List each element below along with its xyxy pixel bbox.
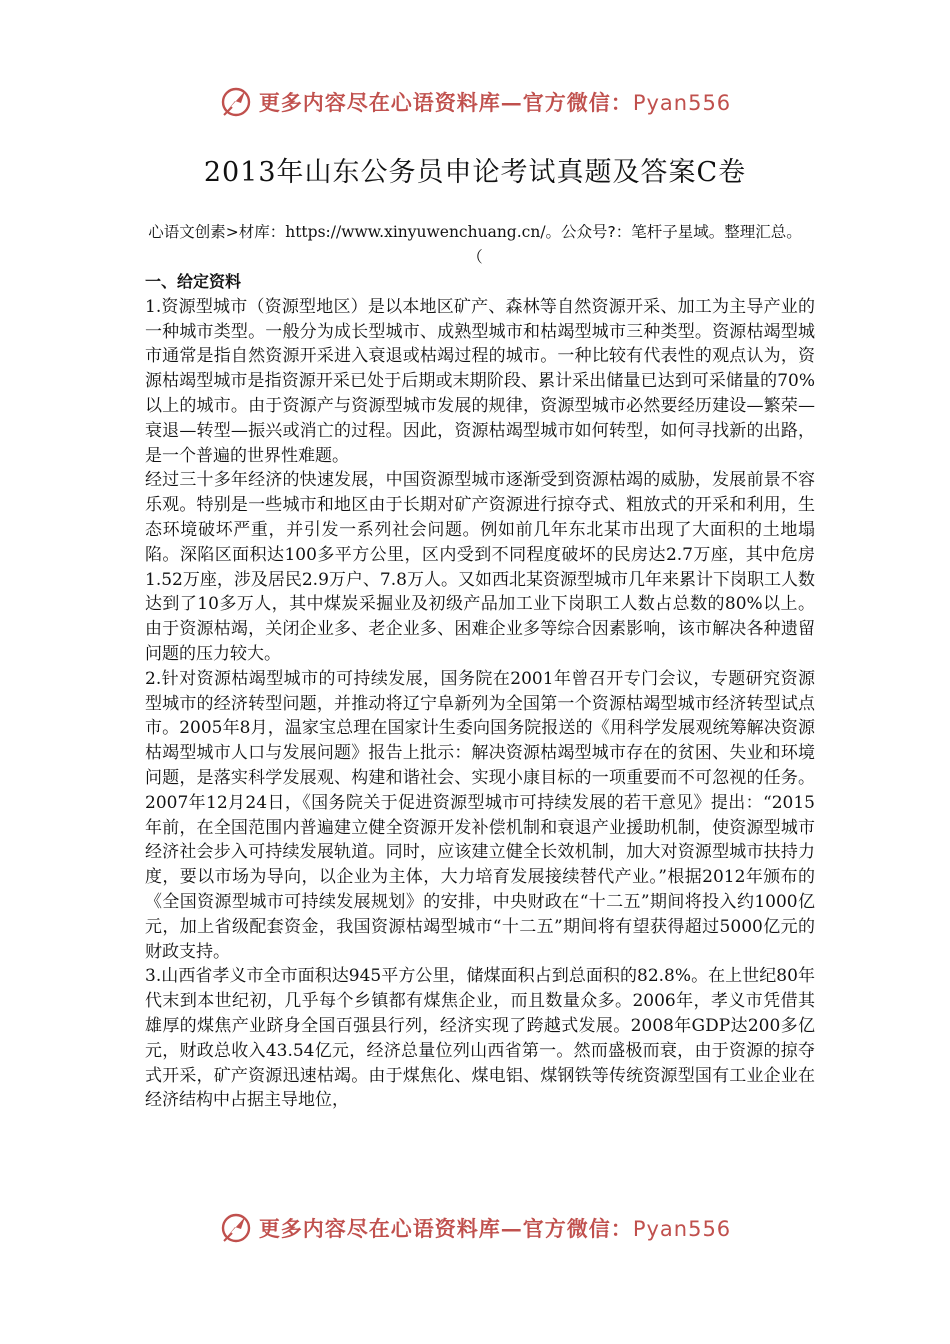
source-url[interactable]: https://www.xinyuwenchuang.cn/ bbox=[285, 223, 546, 241]
feather-pen-logo-icon bbox=[219, 85, 253, 119]
document-title: 2013年山东公务员申论考试真题及答案C卷 bbox=[203, 157, 747, 188]
source-line bbox=[145, 220, 805, 270]
banner-label: 更多内容尽在心语资料库—官方微信： bbox=[258, 1216, 633, 1241]
footer-banner bbox=[0, 1208, 950, 1248]
banner-text bbox=[259, 87, 731, 117]
banner-text bbox=[259, 1213, 731, 1243]
paragraph-2: 经过三十多年经济的快速发展，中国资源型城市逐渐受到资源枯竭的威胁，发展前景不容乐观。特别是一些城市和地区由于长期对矿产资源进行掠夺式、粗放式的开采和利用，生态环境破坏严重，并引发一系列社会问题。例如前几年东北某市出现了大面积的土地塌陷。深陷区面积达100多平方公里，区内受到不同程度破坏的民房达2.7万座，其中危房1.52万座，涉及居民2.9万户、7.8万人。又如西北某资源型城市几年来累计下岗职工人数达到了10多万人，其中煤炭采掘业及初级产品加工业下岗职工人数占总数的80%以上。由于资源枯竭，关闭企业多、老企业多、困难企业多等综合因素影响，该市解决各种遗留问题的压力较大。 bbox=[145, 470, 815, 664]
source-suffix: 。公众号?：笔杆子星域。整理汇总。（ bbox=[467, 223, 802, 266]
banner-label: 更多内容尽在心语资料库—官方微信： bbox=[258, 90, 633, 115]
section-heading: 一、给定资料 bbox=[145, 272, 242, 291]
paragraph-3: 2.针对资源枯竭型城市的可持续发展，国务院在2001年曾召开专门会议，专题研究资源型城市的经济转型问题，并推动将辽宁阜新列为全国第一个资源枯竭型城市经济转型试点市。2005年8月，温家宝总理在国家计生委向国务院报送的《用科学发展观统筹解决资源枯竭型城市人口与发展问题》报告上批示：解决资源枯竭型城市存在的贫困、失业和环境问题，是落实科学发展观、构建和谐社会、实现小康目标的一项重要而不可忽视的任务。2007年12月24日，《国务院关于促进资源型城市可持续发展的若干意见》提出：“2015年前，在全国范围内普遍建立健全资源开发补偿机制和衰退产业援助机制，使资源型城市经济社会步入可持续发展轨道。同时，应该建立健全长效机制，加大对资源型城市扶持力度，要以市场为导向，以企业为主体，大力培育发展接续替代产业。”根据2012年颁布的《全国资源型城市可持续发展规划》的安排，中央财政在“十二五”期间将投入约1000亿元，加上省级配套资金，我国资源枯竭型城市“十二五”期间将有望获得超过5000亿元的财政支持。 bbox=[145, 668, 815, 962]
header-banner bbox=[0, 82, 950, 122]
document-body bbox=[145, 270, 815, 1113]
feather-pen-logo-icon bbox=[219, 1211, 253, 1245]
paragraph-4: 3.山西省孝义市全市面积达945平方公里，储煤面积占到总面积的82.8%。在上世纪80年代末到本世纪初，几乎每个乡镇都有煤焦企业，而且数量众多。2006年，孝义市凭借其雄厚的煤焦产业跻身全国百强县行列，经济实现了跨越式发展。2008年GDP达200多亿元，财政总收入43.54亿元，经济总量位列山西省第一。然而盛极而衰，由于资源的掠夺式开采，矿产资源迅速枯竭。由于煤焦化、煤电铝、煤钢铁等传统资源型国有工业企业在经济结构中占据主导地位， bbox=[145, 966, 815, 1111]
banner-wechat-id: Pyan556 bbox=[632, 91, 732, 115]
banner-wechat-id: Pyan556 bbox=[632, 1217, 732, 1241]
source-prefix: 心语文创素>材库： bbox=[148, 223, 286, 241]
paragraph-1: 1.资源型城市（资源型地区）是以本地区矿产、森林等自然资源开采、加工为主导产业的一种城市类型。一般分为成长型城市、成熟型城市和枯竭型城市三种类型。资源枯竭型城市通常是指自然资源开采进入衰退或枯竭过程的城市。一种比较有代表性的观点认为，资源枯竭型城市是指资源开采已处于后期或末期阶段、累计采出储量已达到可采储量的70%以上的城市。由于资源产与资源型城市发展的规律，资源型城市必然要经历建设—繁荣—衰退—转型—振兴或消亡的过程。因此，资源枯竭型城市如何转型，如何寻找新的出路，是一个普遍的世界性难题。 bbox=[145, 296, 815, 466]
